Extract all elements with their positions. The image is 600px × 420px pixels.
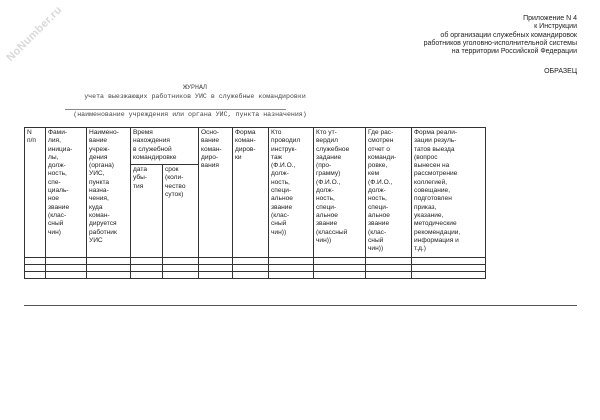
institution-line [65,109,286,110]
header-departure-date: дата убы- тия [131,165,163,258]
journal-title: ЖУРНАЛ [183,84,207,91]
appendix-note: Приложение N 4 к Инструкции об организации служебных командировок работников уголовно-исполнительной системы на территории Российской Федерации [423,15,577,56]
institution-caption: (наименование учреждения или органа УИС, пункта назначения) [73,111,307,118]
table-row [25,258,486,265]
header-form: Форма коман- диров- ки [233,128,269,258]
header-institution: Наимено- вание учреж- дения (органа) УИС, пункта назна- чения, куда коман- дируется работник УИС [87,128,131,258]
watermark: NoNumber.ru [4,3,65,65]
bottom-divider [24,305,577,306]
sample-label: ОБРАЗЕЦ [544,68,577,75]
header-time: Время нахождения в служебной командировке [131,128,199,165]
journal-table [24,127,486,279]
header-report: Где рас- смотрен отчет о команди- ровке, кем (Ф.И.О., долж- ность, специ- альное звание (клас- сный чин)) [366,128,412,258]
header-approver: Кто ут- вердил служебное задание (про- грамму) (Ф.И.О., долж- ность, специ- альное звание (классный чин)) [314,128,366,258]
header-instructor: Кто проводил инструк- таж (Ф.И.О., долж- ность, специ- альное звание (клас- сный чин)) [269,128,314,258]
header-results: Форма реали- зации резуль- татов выезда (вопрос вынесен на рассмотрение коллегией, совещание, подготовлен приказ, указание, методические рекомендации, информация и т.д.) [412,128,486,258]
table-row [25,272,486,279]
journal-subtitle: учета выезжающих работников УИС в служебные командировки [84,93,306,100]
table-row [25,265,486,272]
header-name: Фами- лия, инициа- лы, долж- ность, спе- циаль- ное звание (клас- сный чин) [46,128,87,258]
header-number: N п/п [25,128,46,258]
header-duration: срок (коли- чество суток) [163,165,199,258]
header-basis: Осно- вание коман- диро- вания [199,128,233,258]
